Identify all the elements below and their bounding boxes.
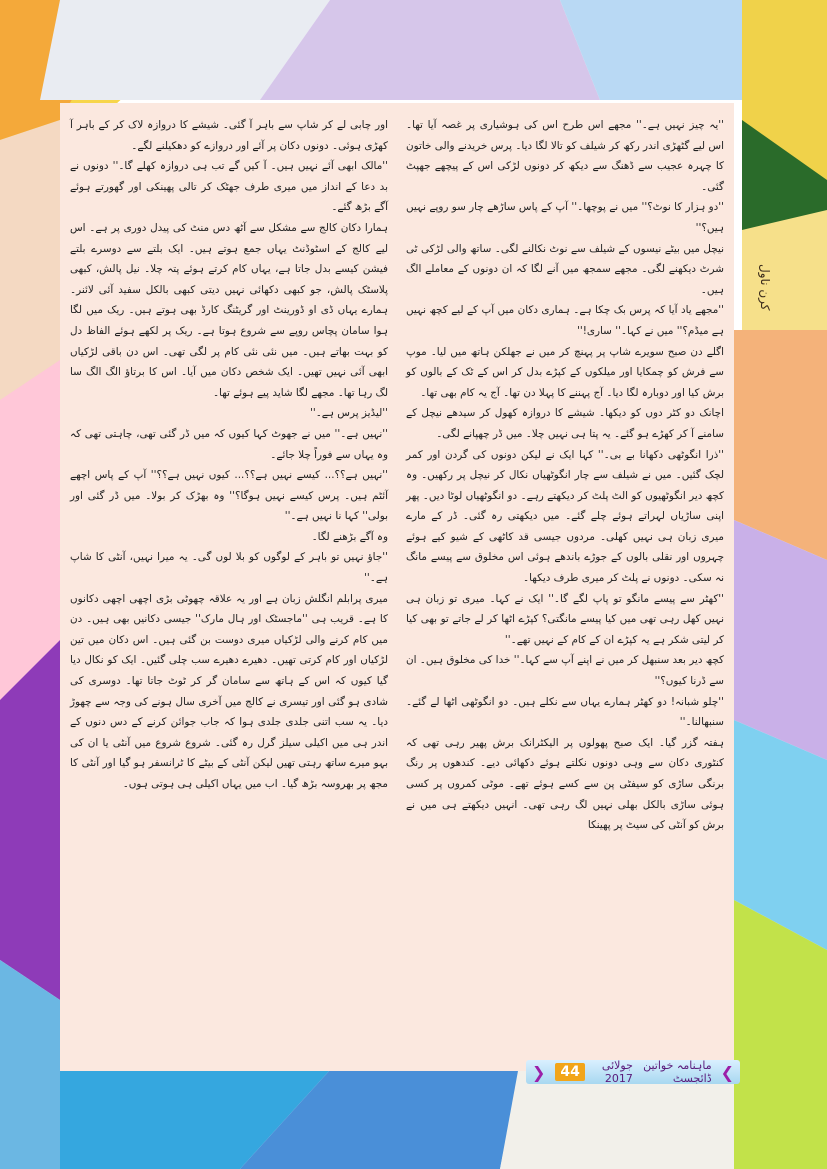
paragraph: اچانک دو کٹر دوں کو دیکھا۔ شیشے کا دروازہ کھول کر سیدھے نیچل کے سامنے آ کر کھڑے ہو گئے۔ یہ پتا ہی نہیں چلا۔ میں ڈر چھپانے لگی۔: [406, 407, 724, 440]
page-footer: [526, 1060, 740, 1084]
paragraph: ''یہ چیز نہیں ہے۔'' مجھے اس طرح اس کی ہوشیاری پر غصہ آیا تھا۔ اس لیے گٹھڑی اندر رکھ کر شیلف کو تالا لگا دیا۔ پرس خریدنے والی خاتون کا چہرہ عجیب سے ڈھنگ سے دیکھ کر دونوں لڑکی اس کے پیچھے جھپٹ گئی۔: [406, 119, 724, 193]
issue-date: جولائی 2017: [601, 1059, 633, 1085]
paragraph: ''ذرا انگوٹھی دکھانا بے بی۔'' کہا ایک نے لیکن دونوں کی گردن اور کمر لچک گئیں۔ میں نے شیلف سے چار انگوٹھیاں نکال کر نیچل پر رکھیں۔ وہ کچھ دیر انگوٹھیوں کو الٹ پلٹ کر دیکھتے رہے۔ دو انگوٹھیاں لوٹا دیں۔ پھر اپنی ساڑیاں لہراتے ہوئے چلے گئے۔ میں دیکھتی رہ گئی۔ ڈر کے مارے میری زبان ہی نہیں کھلی۔ مردوں جیسی قد کاٹھی کے شیو کیے ہوئے چہروں اور نقلی بالوں کے جوڑے باندھے ہوئی اس مخلوق سے پیسے مانگ نہ سکی۔ دونوں نے پلٹ کر میری طرف دیکھا۔: [406, 448, 724, 585]
paragraph: ''لیڈیز پرس ہے۔'': [310, 407, 388, 420]
left-column: [70, 115, 388, 795]
magazine-name: ماہنامہ خواتین ڈائجسٹ: [643, 1059, 712, 1085]
right-column: [406, 115, 724, 836]
paragraph: ''نہیں ہے۔'' میں نے جھوٹ کہا کیوں کہ میں ڈر گئی تھی، چاہتی تھی کہ وہ یہاں سے فوراً چلا جائے۔: [70, 427, 388, 461]
paragraph: وہ آگے بڑھنے لگا۔: [311, 530, 388, 543]
paragraph: کچھ دیر بعد سنبھل کر میں نے اپنے آپ سے کہا۔'' خدا کی مخلوق ہیں۔ ان سے ڈرنا کیوں؟'': [405, 654, 724, 688]
paragraph: ''مالک ابھی آئے نہیں ہیں۔ آ کیں گے تب ہی دروازہ کھلے گا۔'' دونوں نے بد دعا کے انداز میں میری طرف جھٹک کر تالی پھینکی اور گھورتے ہوئے آگے بڑھ گئے۔: [70, 160, 388, 214]
paragraph: میری پرابلم انگلش زبان ہے اور یہ علاقہ چھوٹی بڑی اچھی اچھی دکانوں کا ہے۔ قریب ہی ''ماجسٹک اور ہال مارک'' جیسی دکانیں بھی ہیں۔ دن میں کام کرنے والی لڑکیاں میری دوست بن گئی ہیں۔ اس دکان میں تین لڑکیاں اور کام کرتی تھیں۔ دھیرے دھیرے سب چلی گئیں۔ ایک کو نکال دیا گیا کیوں کہ اس کے ہاتھ سے سامان گر کر ٹوٹ جاتا تھا۔ دوسری کی شادی ہو گئی اور تیسری نے کالج میں آخری سال ہونے کی وجہ سے چھوڑ دیا۔ یہ سب اتنی جلدی جلدی ہوا کہ جاب جوائن کرنے کے دس دنوں کے اندر ہی میں اکیلی سیلز گرل رہ گئی۔ شروع شروع میں آنٹی یا ان کی بہو میرے ساتھ رہتی تھیں لیکن آنٹی کے بیٹے کا ٹرانسفر ہو گیا اور آنٹی کا مجھ پر بھروسہ بڑھ گیا۔ اب میں یہاں اکیلی ہی ہوتی ہوں۔: [70, 592, 388, 790]
paragraph: ''دو ہزار کا نوٹ؟'' میں نے پوچھا۔'' آپ کے پاس ساڑھے چار سو روپے نہیں ہیں؟'': [406, 201, 724, 234]
paragraph: ہفتہ گزر گیا۔ ایک صبح پھولوں پر الیکٹرانک برش پھیر رہی تھی کہ کنٹوری دکان سے وہی دونوں نکلتے ہوئے دکھائی دیے۔ کندھوں پر رنگ برنگی ساڑی کو سیفٹی پن سے کسے ہوئے تھے۔ موٹی کمروں پر کسی ہوئی ساڑی بالکل بھلی نہیں لگ رہی تھی۔ انہیں دیکھتے ہی میں نے برش کو آنٹی کی سیٹ پر پھینکا: [406, 736, 724, 832]
paragraph: ہمارا دکان کالج سے مشکل سے آٹھ دس منٹ کی پیدل دوری پر ہے۔ اس لیے کالج کے اسٹوڈنٹ یہاں جمع ہوتے ہیں۔ ایک بلتے سے دوسرے بلتے فیشن کیسے بدل جاتا ہے، یہاں کام کرتے ہوئے پتہ چلا۔ نیل پالش، کبھی پلاسٹک پالش، جو کبھی دکھائی نہیں دیتی کبھی بالکل سفید آئی لائنر۔ ہمارے یہاں ڈی او ڈورینٹ اور گریٹنگ کارڈ بھی ہوتے ہیں۔ ریک میں لگا ہوا سامان پچاس روپے سے شروع ہوتا ہے۔ ریک پر لکھے ہوئے الفاظ دل کو بہت بھاتے ہیں۔ میں نئی نئی کام پر لگی تھی۔ اس دن باقی لڑکیاں ابھی آئی نہیں تھیں۔ ایک شخص دکان میں آیا۔ اس کا برتاؤ الگ الگ سا لگ رہا تھا۔ مجھے لگا شاید پیے ہوئے تھا۔: [70, 221, 388, 399]
paragraph: اور چابی لے کر شاپ سے باہر آ گئی۔ شیشے کا دروازہ لاک کر کے باہر آ کھڑی ہوئی۔ دونوں دکان پر آئے اور دروازے کو دھکیلنے لگے۔: [70, 119, 388, 152]
sidebar-title: کرن ناول: [758, 263, 772, 310]
chevron-left-icon: ❮: [532, 1062, 546, 1082]
article-panel: [60, 103, 734, 1071]
paragraph: نیچل میں بیٹے نیسوں کے شیلف سے نوٹ نکالنے لگی۔ ساتھ والی لڑکی ٹی شرٹ دیکھنے لگی۔ مجھے سمجھ میں آنے لگا کہ ان دونوں کے معاملے الگ ہیں۔: [406, 242, 724, 296]
paragraph: ''مجھے یاد آیا کہ پرس بک چکا ہے۔ ہماری دکان میں آپ کے لیے کچھ نہیں ہے میڈم؟'' میں نے کہا۔'' ساری!'': [406, 304, 724, 337]
paragraph: ''چلو شبانہ! دو کھٹر ہمارے یہاں سے نکلے ہیں۔ دو انگوٹھی اٹھا لے گئے۔ سنبھالنا۔'': [406, 695, 724, 729]
paragraph: ''جاؤ نہیں تو باہر کے لوگوں کو بلا لوں گی۔ یہ میرا نہیں، آنٹی کا شاپ ہے۔'': [70, 551, 388, 585]
page-number: 44: [555, 1063, 584, 1081]
paragraph: ''نہیں ہے؟؟... کیسے نہیں ہے؟؟... کیوں نہیں ہے؟؟'' آپ کے پاس اچھے آئٹم ہیں۔ پرس کیسے نہیں ہوگا؟'' وہ بھڑک کر بولا۔ میں ڈر گئی اور بولی'' کہا نا نہیں ہے۔'': [70, 469, 388, 523]
paragraph: اگلے دن صبح سویرے شاپ پر پہنچ کر میں نے جھلکن ہاتھ میں لیا۔ موپ سے فرش کو چمکایا اور میلکوں کے کپڑے بدل کر اس کے ٹک کے بالوں کو برش کیا اور دوبارہ لگا دیا۔ آج پہننے کا پہلا دن تھا۔ آج یہ کام بھی تھا۔: [406, 345, 724, 399]
paragraph: ''کھٹر سے پیسے مانگو تو پاپ لگے گا۔'' ایک نے کہا۔ میری تو زبان ہی نہیں کھل رہی تھی میں کیا پیسے مانگتی؟ کپڑے اٹھا کر لے جاتے تو بھی کیا کر لیتی شکر ہے یہ کپڑے ان کے کام کے نہیں تھے۔'': [406, 592, 724, 646]
chevron-right-icon: ❯: [720, 1062, 734, 1082]
